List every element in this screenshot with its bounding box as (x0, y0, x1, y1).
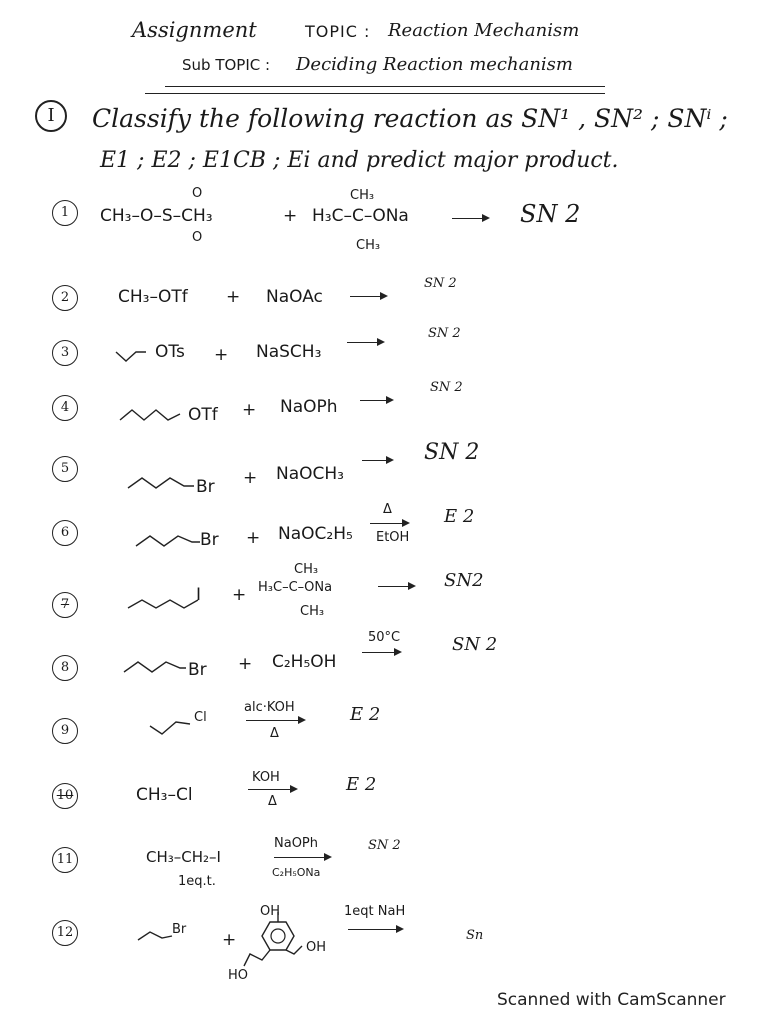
hydroxyl-right: OH (306, 940, 327, 955)
reaction-arrow (360, 400, 392, 401)
methyl-top: CH₃ (294, 562, 319, 577)
reaction-condition-above: KOH (252, 770, 280, 785)
item-number: 6 (52, 520, 78, 546)
alkyl-chain-skeleton (136, 530, 202, 548)
methyl-bottom: CH₃ (356, 238, 381, 253)
subtopic-value: Deciding Reaction mechanism (296, 54, 573, 75)
header-underline (165, 86, 605, 87)
reaction-condition-above: alc·KOH (244, 700, 295, 715)
item-number: 5 (52, 456, 78, 482)
scanner-watermark: Scanned with CamScanner (497, 990, 726, 1010)
reaction-condition-above: Δ (383, 502, 392, 517)
reactant-1: I (196, 585, 202, 605)
answer: SN2 (444, 570, 484, 591)
item-number: 8 (52, 655, 78, 681)
reaction-arrow (274, 857, 330, 858)
reactant-1: CH₃–OTf (118, 287, 188, 307)
reaction-condition-above: NaOPh (274, 836, 319, 851)
reaction-arrow (248, 789, 296, 790)
reactant-2: H₃C–C–ONa (258, 580, 333, 595)
sulfonyl-oxygen-top: O (192, 186, 203, 201)
plus-sign: + (238, 654, 253, 674)
answer: SN 2 (368, 838, 401, 853)
reactant-2: NaOCH₃ (276, 464, 344, 484)
reactant-1: CH₃–Cl (136, 785, 193, 805)
reactant-1: Br (200, 530, 219, 550)
item-number: 4 (52, 395, 78, 421)
reaction-condition-below: C₂H₅ONa (272, 866, 321, 879)
alkyl-chain-skeleton (128, 472, 198, 490)
item-number: 7 (52, 592, 78, 618)
reaction-arrow (347, 342, 383, 343)
reaction-arrow (246, 720, 304, 721)
methyl-bottom: CH₃ (300, 604, 325, 619)
reaction-arrow (370, 523, 408, 524)
reactant-1: OTf (188, 405, 218, 425)
hydroxyl-bottom: HO (228, 968, 249, 983)
sulfonyl-oxygen-bottom: O (192, 230, 203, 245)
plus-sign: + (214, 345, 229, 365)
reaction-condition-above: 50°C (368, 630, 401, 645)
answer: E 2 (346, 774, 377, 795)
section-instruction-line-2: E1 ; E2 ; E1CB ; Ei and predict major product. (100, 148, 619, 173)
reaction-condition-above: 1eqt NaH (344, 904, 406, 919)
alkyl-chain-skeleton (150, 714, 196, 736)
item-number: 12 (52, 920, 78, 946)
plus-sign: + (242, 400, 257, 420)
topic-value: Reaction Mechanism (388, 20, 580, 41)
header-underline (145, 93, 605, 94)
answer: SN 2 (424, 440, 480, 465)
reactant-1: OTs (155, 342, 185, 362)
answer: E 2 (444, 506, 475, 527)
plus-sign: + (246, 528, 261, 548)
reactant-2: NaOPh (280, 397, 338, 417)
reaction-arrow (452, 218, 488, 219)
alkyl-chain-skeleton (138, 928, 174, 944)
reactant-1: CH₃–CH₂–I (146, 848, 221, 866)
item-number: 1 (52, 200, 78, 226)
answer: SN 2 (452, 634, 498, 655)
subtopic-label: Sub TOPIC : (182, 56, 271, 74)
plus-sign: + (283, 206, 298, 226)
reaction-arrow (362, 460, 392, 461)
item-number: 3 (52, 340, 78, 366)
answer: SN 2 (428, 326, 461, 341)
reactant-equivalents: 1eq.t. (178, 874, 216, 889)
reactant-2: NaOAc (266, 287, 323, 307)
plus-sign: + (232, 585, 247, 605)
reaction-arrow (378, 586, 414, 587)
answer: SN 2 (430, 380, 463, 395)
alkyl-chain-skeleton (128, 594, 200, 612)
item-number: 9 (52, 718, 78, 744)
reactant-2: C₂H₅OH (272, 652, 337, 672)
reactant-2: NaOC₂H₅ (278, 524, 353, 544)
item-number: 10 (52, 783, 78, 809)
item-number: 11 (52, 847, 78, 873)
answer: SN 2 (424, 276, 457, 291)
alkyl-chain-skeleton (124, 656, 188, 674)
reactant-1: Br (172, 922, 187, 937)
section-instruction-line-1: Classify the following reaction as SN¹ , SN² ; SNⁱ ; (92, 104, 728, 133)
item-number: 2 (52, 285, 78, 311)
reactant-2: NaSCH₃ (256, 342, 322, 362)
reactant-2: H₃C–C–ONa (312, 206, 409, 226)
reactant-1: CH₃–O–S–CH₃ (100, 206, 213, 226)
reactant-1: Br (196, 477, 215, 497)
reaction-arrow (348, 929, 402, 930)
plus-sign: + (226, 287, 241, 307)
reaction-arrow (350, 296, 386, 297)
reaction-condition-below: Δ (270, 726, 279, 741)
topic-label: TOPIC : (305, 22, 371, 41)
alkyl-chain-skeleton (116, 348, 156, 364)
reactant-1: Br (188, 660, 207, 680)
alkyl-chain-skeleton (120, 404, 190, 422)
reaction-arrow (362, 652, 400, 653)
plus-sign: + (243, 468, 258, 488)
answer: E 2 (350, 704, 381, 725)
answer: SN 2 (520, 200, 581, 228)
methyl-top: CH₃ (350, 188, 375, 203)
reaction-condition-below: Δ (268, 794, 277, 809)
reaction-condition-below: EtOH (376, 530, 410, 545)
assignment-title: Assignment (132, 18, 257, 42)
plus-sign: + (222, 930, 237, 950)
hydroxyl-top: OH (260, 904, 281, 919)
section-number: I (35, 100, 67, 132)
reactant-1: Cl (194, 710, 207, 725)
answer: Sn (466, 928, 484, 943)
